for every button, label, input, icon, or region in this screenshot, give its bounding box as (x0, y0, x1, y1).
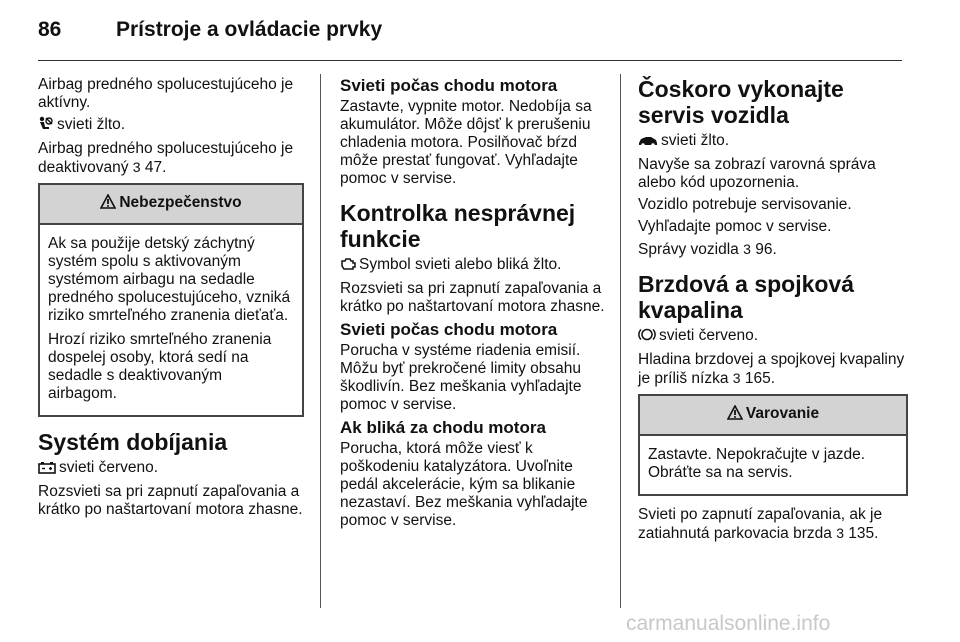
paragraph: Vyhľadajte pomoc v servise. (638, 218, 832, 235)
page-reference: 3 (132, 159, 141, 175)
brake-warning-icon (638, 327, 656, 347)
paragraph: Hladina brzdovej a spojkovej kvapaliny je príliš nízka 3 165. (638, 351, 905, 387)
warning-triangle-icon (100, 194, 116, 215)
paragraph: Vozidlo potrebuje servisovanie. (638, 196, 852, 213)
page-title: Prístroje a ovládacie prvky (116, 18, 383, 41)
danger-box-body: Ak sa použije detský záchytný systém spolu s aktivovaným systémom airbagu na sedadle predného spolucestujúceho, vzniká riziko smrteľného zranenia dieťaťa. Hrozí riziko smrteľného zranenia dospelej osoby, ktorá sedí na sedadle s deaktivovaným airbagom. (48, 235, 291, 402)
section-heading: Brzdová a spojková kvapalina (638, 271, 855, 323)
airbag-off-icon (38, 116, 54, 136)
column-divider-2 (620, 74, 621, 608)
danger-box-header: Nebezpečenstvo (40, 185, 302, 225)
warning-triangle-icon (727, 405, 743, 426)
paragraph: svieti červeno. (638, 327, 908, 347)
column-2 (340, 76, 610, 534)
subheading: Svieti počas chodu motora (340, 76, 558, 95)
paragraph: Airbag predného spolucestujúceho je deaktivovaný 3 47. (38, 140, 294, 176)
battery-icon (38, 461, 56, 479)
paragraph: Správy vozidla 3 96. (638, 241, 777, 258)
paragraph: svieti žlto. (638, 132, 908, 152)
paragraph: Airbag predného spolucestujúceho je aktívny. (38, 76, 294, 111)
section-heading: Systém dobíjania (38, 429, 228, 455)
paragraph: Rozsvieti sa pri zapnutí zapaľovania a krátko po naštartovaní motora zhasne. (340, 280, 605, 315)
watermark: carmanualsonline.info (626, 612, 831, 635)
paragraph: Symbol svieti alebo bliká žlto. (340, 256, 610, 276)
section-heading: Kontrolka nesprávnej funkcie (340, 200, 576, 252)
paragraph: Navyše sa zobrazí varovná správa alebo kód upozornenia. (638, 156, 876, 191)
subheading: Svieti počas chodu motora (340, 320, 558, 339)
section-heading: Čoskoro vykonajte servis vozidla (638, 76, 844, 128)
paragraph: Porucha v systéme riadenia emisií. Môžu byť prekročené limity obsahu škodlivín. Bez meškania vyhľadajte pomoc v servise. (340, 342, 582, 413)
engine-icon (340, 257, 356, 276)
danger-box (38, 183, 304, 417)
paragraph: svieti žlto. (38, 116, 304, 136)
page-reference: 3 (743, 241, 751, 257)
caution-box (638, 394, 908, 496)
caution-box-header: Varovanie (640, 396, 906, 436)
page-reference: 3 (732, 370, 741, 386)
page-number: 86 (38, 18, 62, 41)
paragraph: Zastavte, vypnite motor. Nedobíja sa akumulátor. Môže dôjsť k prerušeniu chladenia motora. Posilňovač bŕzd môže prestať fungovať. Vyhľadajte pomoc v servise. (340, 98, 592, 187)
column-1 (38, 76, 304, 523)
car-wrench-icon (638, 134, 658, 152)
page-reference: 3 (836, 525, 844, 541)
column-3 (638, 76, 908, 547)
page-header (38, 18, 902, 58)
column-divider-1 (320, 74, 321, 608)
paragraph: Porucha, ktorá môže viesť k poškodeniu katalyzátora. Uvoľnite pedál akcelerácie, kým sa blikanie nezastaví. Bez meškania vyhľadajte pomoc v servise. (340, 440, 588, 529)
caution-box-body: Zastavte. Nepokračujte v jazde. Obráťte sa na servis. (648, 446, 866, 481)
paragraph: svieti červeno. (38, 459, 304, 479)
header-divider (38, 60, 902, 61)
paragraph: Rozsvieti sa pri zapnutí zapaľovania a krátko po naštartovaní motora zhasne. (38, 483, 303, 518)
paragraph: Svieti po zapnutí zapaľovania, ak je zatiahnutá parkovacia brzda 3 135. (638, 506, 883, 542)
subheading: Ak bliká za chodu motora (340, 418, 546, 437)
